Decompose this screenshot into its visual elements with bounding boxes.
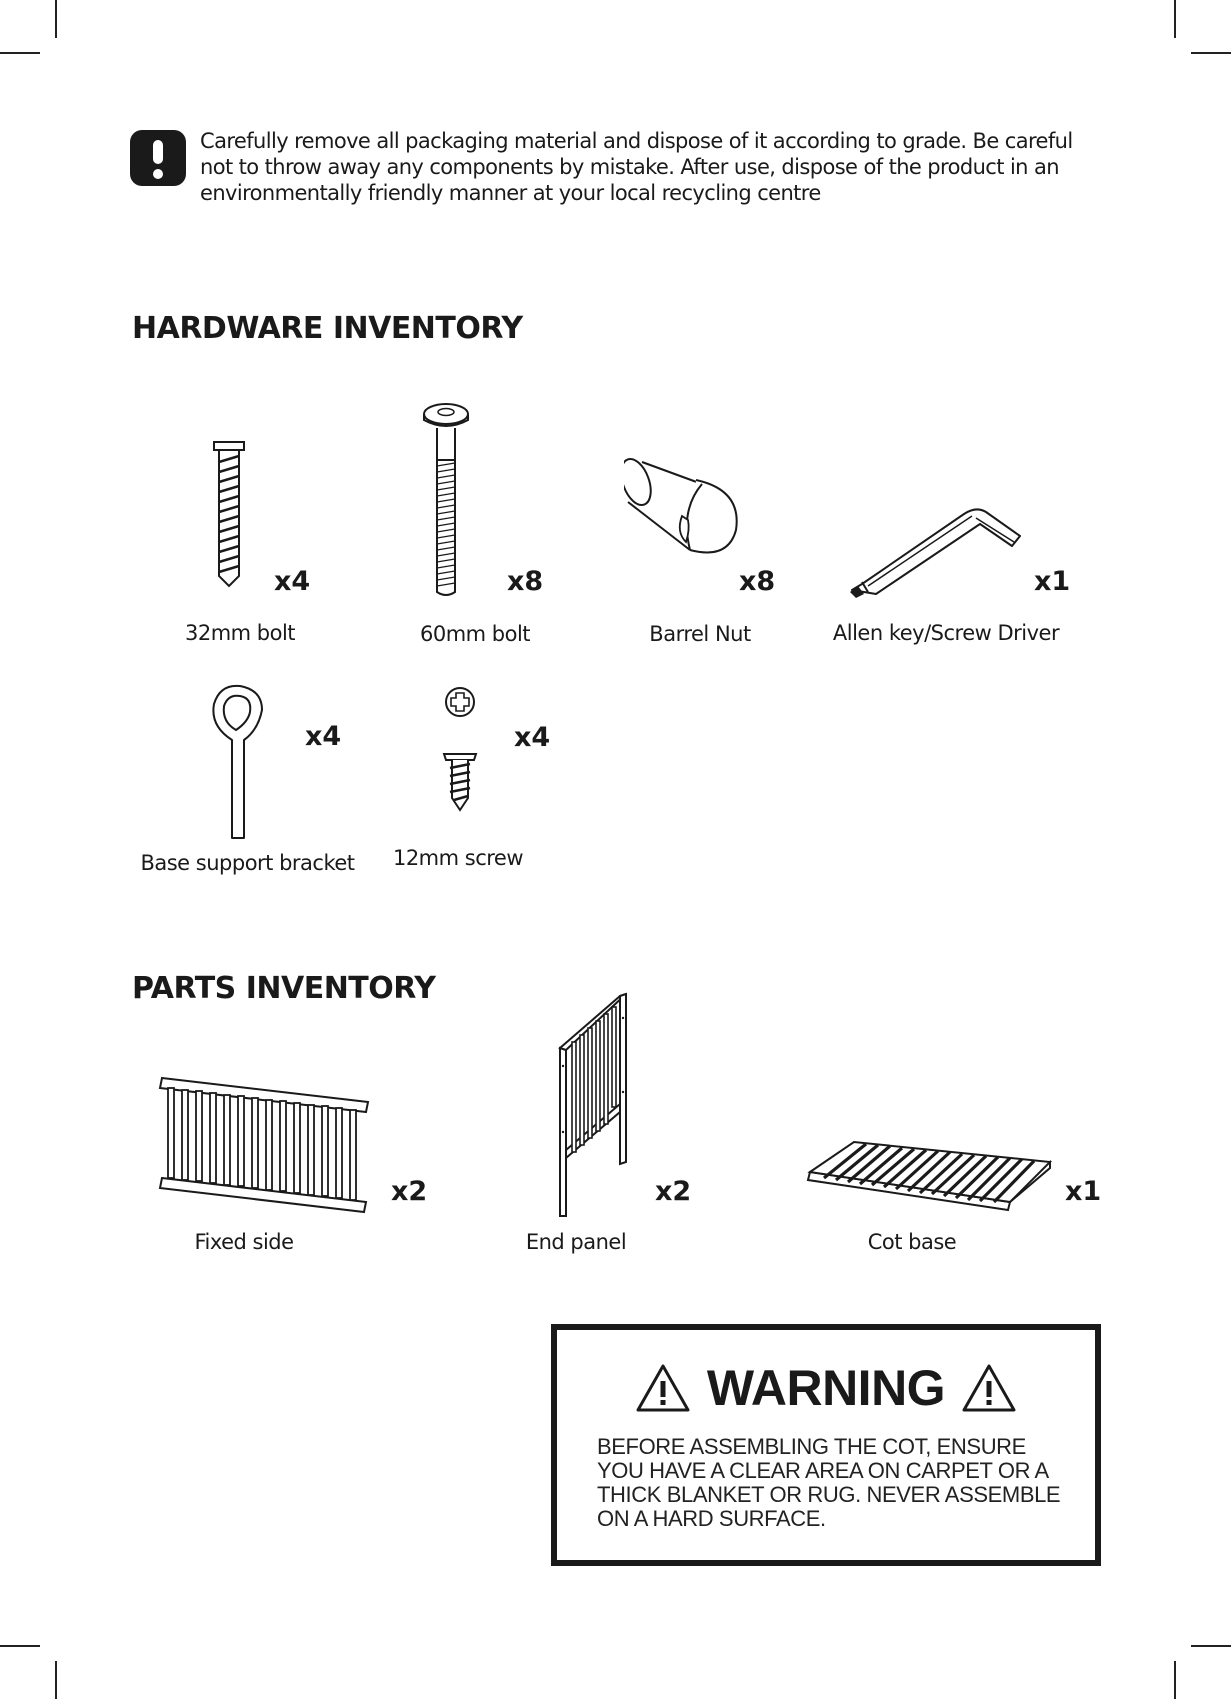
crop-mark <box>1174 0 1176 38</box>
12mm-screw-icon <box>440 686 484 818</box>
crop-mark <box>1174 1661 1176 1699</box>
qty-cot-base: x1 <box>1065 1176 1102 1207</box>
warning-heading <box>557 1360 1095 1416</box>
label-12mm-screw: 12mm screw <box>392 846 524 870</box>
label-barrel-nut: Barrel Nut <box>649 622 751 646</box>
60mm-bolt-icon <box>420 400 472 600</box>
qty-base-support-bracket: x4 <box>305 721 342 752</box>
label-allen-key: Allen key/Screw Driver <box>832 621 1060 645</box>
warning-box <box>551 1324 1101 1566</box>
crop-mark <box>1191 1645 1231 1647</box>
qty-end-panel: x2 <box>655 1176 692 1207</box>
hardware-inventory-title: HARDWARE INVENTORY <box>132 311 523 346</box>
label-end-panel: End panel <box>525 1230 627 1254</box>
barrel-nut-icon <box>624 450 744 560</box>
label-60mm-bolt: 60mm bolt <box>419 622 531 646</box>
crop-mark <box>1191 52 1231 54</box>
warning-triangle-icon <box>961 1363 1017 1413</box>
end-panel-icon <box>556 992 628 1222</box>
label-cot-base: Cot base <box>867 1230 957 1254</box>
crop-mark <box>0 52 40 54</box>
warning-triangle-icon <box>635 1363 691 1413</box>
warning-text: BEFORE ASSEMBLING THE COT, ENSURE YOU HAVE A CLEAR AREA ON CARPET OR A THICK BLANKET OR RUG. NEVER ASSEMBLE ON A HARD SURFACE. <box>597 1434 1061 1531</box>
qty-barrel-nut: x8 <box>739 566 776 597</box>
crop-mark <box>55 0 57 38</box>
label-fixed-side: Fixed side <box>194 1230 294 1254</box>
qty-32mm-bolt: x4 <box>274 566 311 597</box>
parts-inventory-title: PARTS INVENTORY <box>132 971 436 1006</box>
crop-mark <box>0 1645 40 1647</box>
cot-base-icon <box>806 1136 1052 1216</box>
qty-fixed-side: x2 <box>391 1176 428 1207</box>
label-base-support-bracket: Base support bracket <box>140 851 355 875</box>
notice-text: Carefully remove all packaging material and dispose of it according to grade. Be careful not to throw away any components by mistake. After use, dispose of the product in an environmentally friendly manner at your local recycling centre <box>200 129 1073 205</box>
base-support-bracket-icon <box>208 682 268 842</box>
allen-key-icon <box>846 500 1026 600</box>
fixed-side-icon <box>158 1076 372 1216</box>
label-32mm-bolt: 32mm bolt <box>184 621 296 645</box>
qty-allen-key: x1 <box>1034 566 1071 597</box>
qty-12mm-screw: x4 <box>514 722 551 753</box>
warning-title: WARNING <box>706 1360 946 1416</box>
crop-mark <box>55 1661 57 1699</box>
qty-60mm-bolt: x8 <box>507 566 544 597</box>
exclamation-icon <box>130 130 186 186</box>
32mm-bolt-icon <box>205 436 253 588</box>
